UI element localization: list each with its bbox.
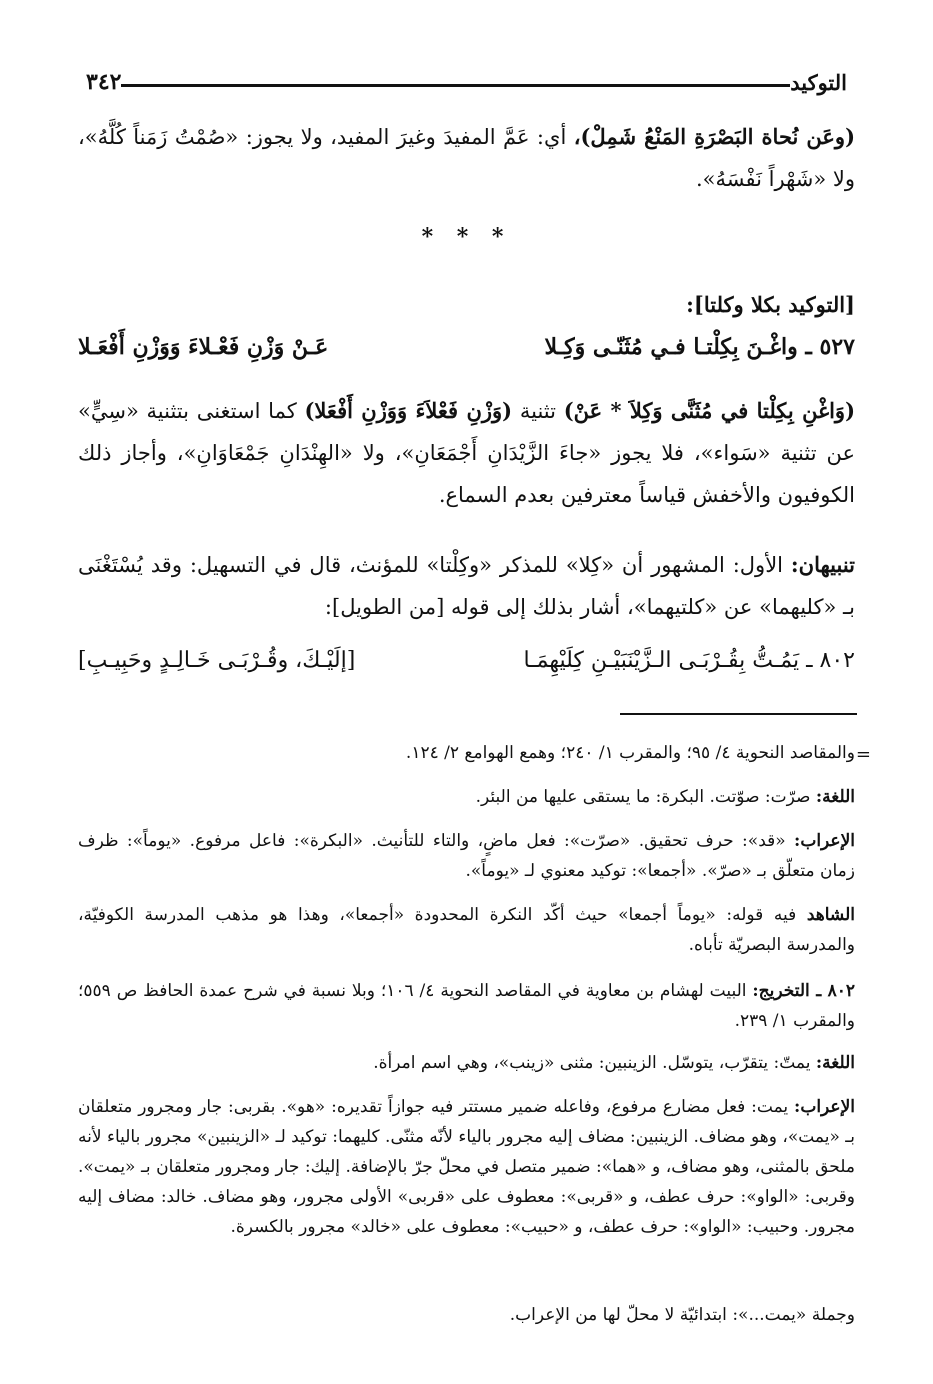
verse-802-first-half: ٨٠٢ ـ يَمُـتُّ بِقُـرْبَـى الـزَّيْنَبَيْـنِ كِلَيْهِمَـا [523,648,855,673]
header-rule [121,84,790,87]
footnote-802-language [78,1048,855,1078]
footnote-802-parsing [78,1092,855,1242]
explanation-text-1: تثنية [512,399,564,423]
explanation-paragraph [78,390,855,516]
footnote-parsing-label: الإعراب: [794,831,855,851]
footnote-language-text: صرّت: صوّتت. البكرة: ما يستقى عليها من البئر. [475,787,816,807]
notes-text: الأول: المشهور أن «كِلا» للمذكر «وكِلْتا» للمؤنث، قال في التسهيل: وقد يُسْتَغْنَى بـ «كليهما» عن «كلتيهما»، أشار بذلك إلى قوله [من الطويل]: [78,553,855,619]
intro-verse-quote: (وعَن نُحاة البَصْرَةِ المَنْعُ شَمِلْ)، [573,124,855,149]
footnote-rule [620,713,857,715]
intro-paragraph [78,116,855,200]
footnote-802-sources [78,976,855,1036]
footnote-802-language-text: يمتّ: يتقرّب، يتوسّل. الزينبين: مثنى «زينب»، وهي اسم امرأة. [373,1053,816,1073]
explanation-text-2: كما استغنى بتثنية «سِيٍّ» عن تثنية «سَواء»، فلا يجوز «جاءَ الزَّيْدَانِ أَجْمَعَانِ»، ولا «الهِنْدَانِ جَمْعَاوَانِ»، وأجاز ذلك الكوفيون والأخفش قياساً معترفين بعدم السماع. [78,399,855,507]
page-number: ٣٤٢ [86,69,122,95]
footnote-language [78,782,855,812]
footnote-evidence-label: الشاهد [806,905,855,925]
footnote-802-sentence: وجملة «يمت...»: ابتدائيّة لا محلّ لها من الإعراب. [509,1305,855,1325]
notes-paragraph [78,544,855,628]
footnote-sources: والمقاصد النحوية ٤/ ٩٥؛ والمقرب ١/ ٢٤٠؛ وهمع الهوامع ٢/ ١٢٤. [405,743,855,763]
verse-527-first-half: ٥٢٧ ـ واغْـنَ بِكِلْتـا فـي مُثَنّـى وَكِـلا [544,334,855,360]
verse-802 [78,648,855,673]
footnote-802-parsing-label: الإعراب: [794,1097,855,1117]
explanation-quote-1: (وَاغْنِ بِكِلْتا في مُثَنَّى وَكِلاَ * عَنْ) [563,398,855,423]
footnote-continuation-mark: = [855,744,871,765]
footnote-evidence [78,900,855,960]
footnote-802-parsing-text: يمت: فعل مضارع مرفوع، وفاعله ضمير مستتر فيه جوازاً تقديره: «هو». بقربى: جار ومجرور متعلقان بـ «يمت»، وهو مضاف. الزينبين: مضاف إليه مجرور بالياء لأنّه مثنّى. كليهما: توكيد لـ «الزينبين» مجرور بالياء لأنه ملحق بالمثنى، وهو مضاف، و «هما»: ضمير متصل في محلّ جرّ بالإضافة. إليك: جار ومجرور متعلقان بـ «يمت». وقربى: «الواو»: حرف عطف، و «قربى»: معطوف على «قربى» الأولى مجرور، وهو مضاف. خالد: مضاف إليه مجرور. وحبيب: «الواو»: حرف عطف، و «حبيب»: معطوف على «خالد» مجرور بالكسرة. [78,1097,855,1237]
section-separator: * * * [421,224,512,250]
footnote-language-label: اللغة: [815,787,855,807]
section-heading: [التوكيد بكلا وكلتا]: [686,292,855,317]
verse-802-second-half: [إلَيْـكَ، وقُـرْبَـى خَـالِـدٍ وحَبِيـبِ] [78,648,356,673]
intro-text: أي: عَمَّ المفيدَ وغيرَ المفيد، ولا يجوز: «صُمْتُ زَمَناً كُلَّهُ»، ولا «شَهْراً نَفْسَهُ». [78,125,855,191]
verse-527 [78,334,855,360]
page-header [78,55,855,95]
footnote-802-sources-text: البيت لهشام بن معاوية في المقاصد النحوية ٤/ ١٠٦؛ وبلا نسبة في شرح عمدة الحافظ ص ٥٥٩؛ والمقرب ١/ ٢٣٩. [78,981,855,1031]
footnote-parsing [78,826,855,886]
running-title: التوكيد [790,70,847,95]
notes-label: تنبيهان: [790,552,855,577]
verse-527-second-half: عَـنْ وَزْنِ فَعْـلاءَ وَوَزْنِ أَفْعَـلا [78,334,329,360]
footnote-802-language-label: اللغة: [815,1053,855,1073]
footnote-evidence-text: فيه قوله: «يوماً أجمعا» حيث أكّد النكرة المحدودة «أجمعا»، وهذا هو مذهب المدرسة الكوفيّة، والمدرسة البصريّة تأباه. [78,905,855,955]
footnote-parsing-text: «قد»: حرف تحقيق. «صرّت»: فعل ماضٍ، والتاء للتأنيث. «البكرة»: فاعل مرفوع. «يوماً»: ظرف زمان متعلّق بـ «صرّ». «أجمعا»: توكيد معنوي لـ «يوماً». [78,831,855,881]
footnote-802-sources-label: ٨٠٢ ـ التخريج: [752,981,855,1001]
explanation-quote-2: (وَزْنِ فَعْلاَءَ وَوَزْنِ أَفْعَلا) [304,398,513,423]
